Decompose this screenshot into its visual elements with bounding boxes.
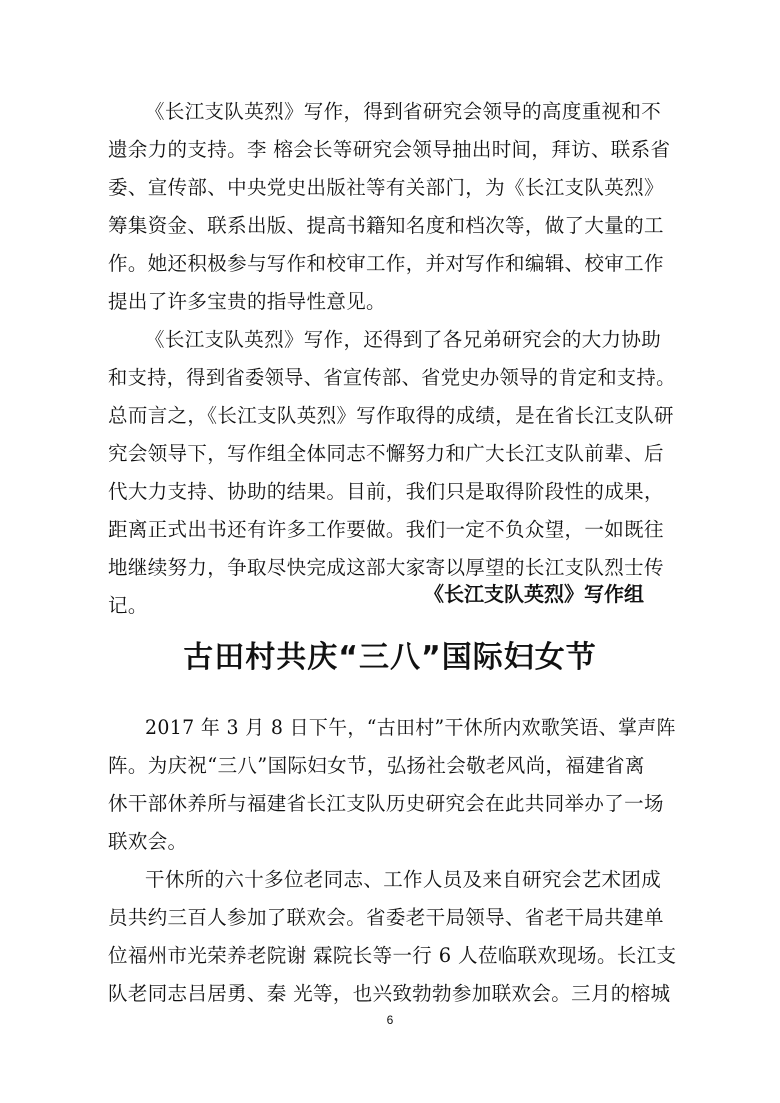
article2-line-5: 干休所的六十多位老同志、工作人员及来自研究会艺术团成 [145, 868, 662, 891]
article1-line-6: 提出了许多宝贵的指导性意见。 [108, 290, 386, 313]
article1-line-13: 地继续努力，争取尽快完成这部大家寄以厚望的长江支队烈士传 [108, 556, 664, 579]
article1-line-4: 筹集资金、联系出版、提高书籍知名度和档次等，做了大量的工 [108, 214, 664, 237]
article1-line-5: 作。她还积极参与写作和校审工作，并对写作和编辑、校审工作 [108, 252, 664, 275]
article1-line-3: 委、宣传部、中央党史出版社等有关部门，为《长江支队英烈》 [108, 176, 664, 199]
article1-line-9: 总而言之，《长江支队英烈》写作取得的成绩，是在省长江支队研 [108, 404, 674, 427]
article1-line-2: 遗余力的支持。李 榕会长等研究会领导抽出时间，拜访、联系省 [108, 138, 671, 161]
article2-line-7: 位福州市光荣养老院谢 霖院长等一行 6 人莅临联欢现场。长江支 [108, 944, 677, 967]
article2-title: 古田村共庆“三八”国际妇女节 [183, 640, 597, 675]
article1-signature: 《长江支队英烈》写作组 [424, 582, 644, 606]
article2-line-6: 员共约三百人参加了联欢会。省委老干局领导、省老干局共建单 [108, 906, 664, 929]
article2-line-2: 阵。为庆祝“三八”国际妇女节，弘扬社会敬老风尚，福建省离 [108, 754, 645, 777]
article2-line-4: 联欢会。 [108, 830, 188, 853]
article2-line-3: 休干部休养所与福建省长江支队历史研究会在此共同举办了一场 [108, 792, 664, 815]
page-number: 6 [386, 1013, 394, 1027]
article2-line-8: 队老同志吕居勇、秦 光等，也兴致勃勃参加联欢会。三月的榕城 [108, 982, 671, 1005]
article1-line-11: 代大力支持、协助的结果。目前，我们只是取得阶段性的成果， [108, 480, 664, 503]
article2-line-1: 2017 年 3 月 8 日下午，“古田村”干休所内欢歌笑语、掌声阵 [145, 716, 676, 739]
article1-line-8: 和支持，得到省委领导、省宣传部、省党史办领导的肯定和支持。 [108, 366, 676, 389]
article1-line-14: 记。 [108, 594, 148, 617]
article1-line-7: 《长江支队英烈》写作，还得到了各兄弟研究会的大力协助 [145, 328, 662, 351]
article1-line-10: 究会领导下，写作组全体同志不懈努力和广大长江支队前辈、后 [108, 442, 664, 465]
article1-line-12: 距离正式出书还有许多工作要做。我们一定不负众望，一如既往 [108, 518, 664, 541]
article1-line-1: 《长江支队英烈》写作，得到省研究会领导的高度重视和不 [145, 100, 662, 123]
